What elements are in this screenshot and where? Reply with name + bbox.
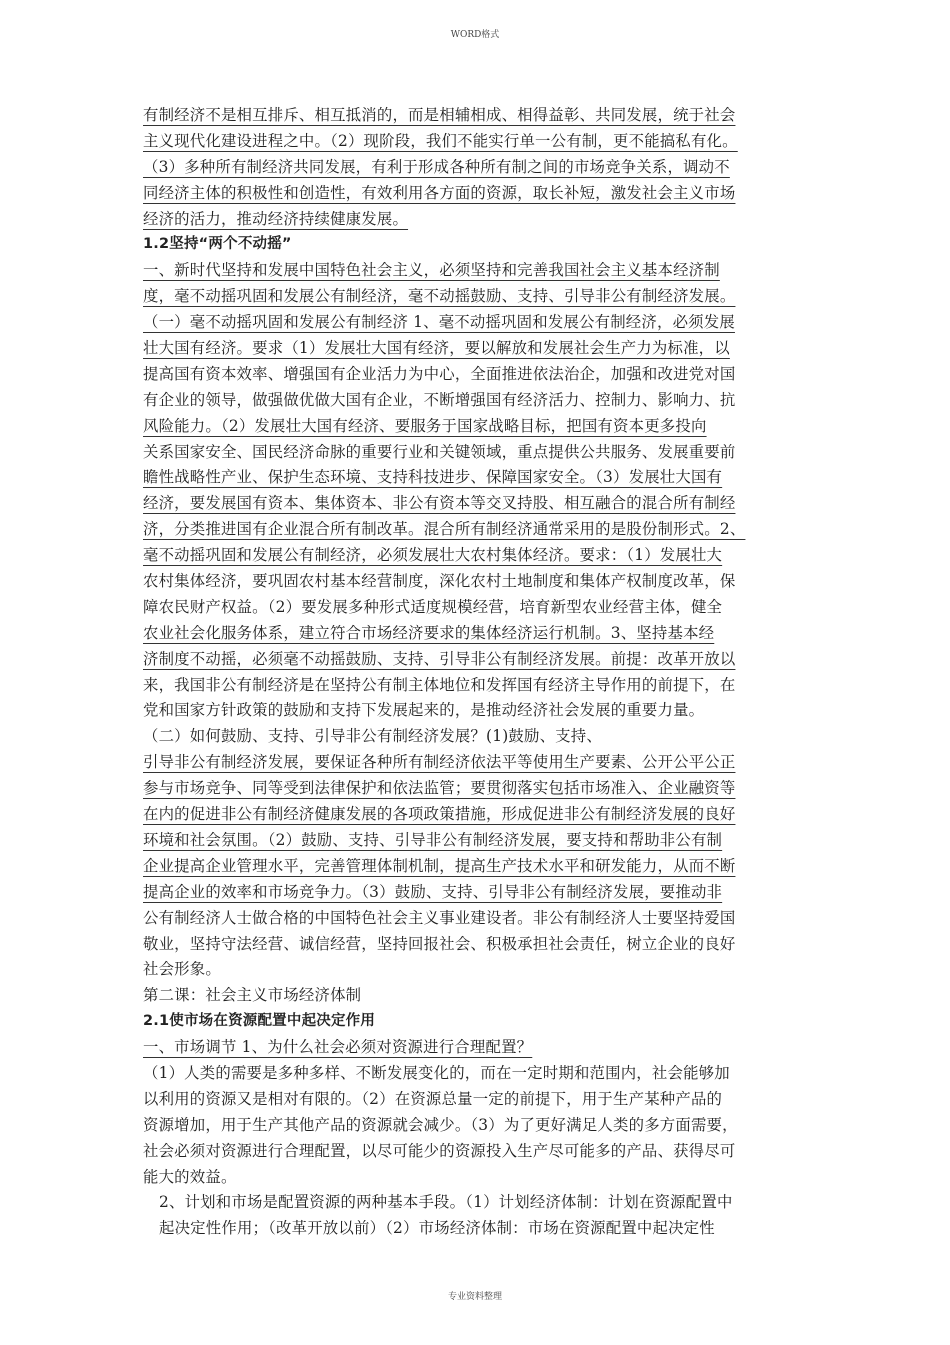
section-heading: 2.1使市场在资源配置中起决定作用 xyxy=(143,1013,376,1030)
text-line: 毫不动摇巩固和发展公有制经济，必须发展壮大农村集体经济。要求：（1）发展壮大 xyxy=(143,546,723,565)
text-line: 引导非公有制经济发展，要保证各种所有制经济依法平等使用生产要素、公开公平公正 xyxy=(143,753,736,772)
text-line: 壮大国有经济。要求（1）发展壮大国有经济，要以解放和发展社会生产力为标准，以 xyxy=(143,339,730,358)
page-header: WORD格式 xyxy=(450,30,500,40)
text-line: 瞻性战略性产业、保护生态环境、支持科技进步、保障国家安全。（3）发展壮大国有 xyxy=(143,468,723,487)
text-line: 提高国有资本效率、增强国有企业活力为中心，全面推进依法治企，加强和改进党对国 xyxy=(143,364,736,383)
chapter-heading: 第二课：社会主义市场经济体制 xyxy=(143,986,362,1005)
text-line: 社会必须对资源进行合理配置，以尽可能少的资源投入生产尽可能多的产品、获得尽可 xyxy=(143,1141,736,1160)
text-line: 农村集体经济，要巩固农村基本经营制度，深化农村土地制度和集体产权制度改革，保 xyxy=(143,572,736,591)
text-line: 主义现代化建设进程之中。（2）现阶段，我们不能实行单一公有制，更不能搞私有化。 xyxy=(143,131,738,150)
text-line: 起决定性作用；（改革开放以前）（2）市场经济体制：市场在资源配置中起决定性 xyxy=(159,1219,715,1238)
text-line: 资源增加，用于生产其他产品的资源就会减少。（3）为了更好满足人类的多方面需要， xyxy=(143,1115,738,1134)
text-line: 同经济主体的积极性和创造性，有效利用各方面的资源，取长补短，激发社会主义市场 xyxy=(143,183,736,202)
section-heading: 1.2坚持“两个不动摇” xyxy=(143,236,292,253)
text-line: 济制度不动摇，必须毫不动摇鼓励、支持、引导非公有制经济发展。前提：改革开放以 xyxy=(143,649,736,668)
text-line: 风险能力。（2）发展壮大国有经济、要服务于国家战略目标，把国有资本更多投向 xyxy=(143,416,707,435)
page-footer: 专业资料整理 xyxy=(447,1292,502,1302)
text-line: 党和国家方针政策的鼓励和支持下发展起来的，是推动经济社会发展的重要力量。 xyxy=(143,701,705,720)
text-line: （1）人类的需要是多种多样、不断发展变化的，而在一定时期和范围内，社会能够加 xyxy=(143,1063,730,1082)
text-line: 经济的活力，推动经济持续健康发展。 xyxy=(143,209,409,228)
text-line: 敬业，坚持守法经营、诚信经营，坚持回报社会、积极承担社会责任，树立企业的良好 xyxy=(143,934,736,953)
text-line: 公有制经济人士做合格的中国特色社会主义事业建设者。非公有制经济人士要坚持爱国 xyxy=(143,908,736,927)
text-line: 2、计划和市场是配置资源的两种基本手段。（1）计划经济体制：计划在资源配置中 xyxy=(159,1193,733,1212)
text-line: 社会形象。 xyxy=(143,960,221,979)
text-line: 有制经济不是相互排斥、相互抵消的，而是相辅相成、相得益彰、共同发展，统于社会 xyxy=(143,106,736,124)
text-line: 度，毫不动摇巩固和发展公有制经济，毫不动摇鼓励、支持、引导非公有制经济发展。 xyxy=(143,287,736,306)
text-line: （3）多种所有制经济共同发展，有利于形成各种所有制之间的市场竞争关系，调动不 xyxy=(143,157,730,176)
text-line: 能大的效益。 xyxy=(143,1167,237,1186)
text-line: 来，我国非公有制经济是在坚持公有制主体地位和发挥国有经济主导作用的前提下，在 xyxy=(143,675,736,694)
text-line: （一）毫不动摇巩固和发展公有制经济 1、毫不动摇巩固和发展公有制经济，必须发展 xyxy=(143,313,735,332)
text-line: 一、市场调节 1、为什么社会必须对资源进行合理配置？ xyxy=(143,1038,533,1057)
text-line: 企业提高企业管理水平，完善管理体制机制，提高生产技术水平和研发能力，从而不断 xyxy=(143,856,736,875)
text-line: 环境和社会氛围。（2）鼓励、支持、引导非公有制经济发展，要支持和帮助非公有制 xyxy=(143,830,723,849)
text-line: 关系国家安全、国民经济命脉的重要行业和关键领域，重点提供公共服务、发展重要前 xyxy=(143,442,736,461)
document-body xyxy=(143,103,813,1242)
text-line: 有企业的领导，做强做优做大国有企业，不断增强国有经济活力、控制力、影响力、抗 xyxy=(143,390,736,409)
text-line: 农业社会化服务体系，建立符合市场经济要求的集体经济运行机制。3、坚持基本经 xyxy=(143,623,715,642)
text-line: 提高企业的效率和市场竞争力。（3）鼓励、支持、引导非公有制经济发展，要推动非 xyxy=(143,882,723,901)
text-line: 一、新时代坚持和发展中国特色社会主义，必须坚持和完善我国社会主义基本经济制 xyxy=(143,261,720,280)
text-line: 以利用的资源又是相对有限的。（2）在资源总量一定的前提下，用于生产某种产品的 xyxy=(143,1089,723,1108)
text-line: 经济，要发展国有资本、集体资本、非公有资本等交叉持股、相互融合的混合所有制经 xyxy=(143,494,736,513)
text-line: 济，分类推进国有企业混合所有制改革。混合所有制经济通常采用的是股份制形式。2、 xyxy=(143,520,746,539)
text-line: 障农民财产权益。（2）要发展多种形式适度规模经营，培育新型农业经营主体，健全 xyxy=(143,597,723,616)
text-line: 在内的促进非公有制经济健康发展的各项政策措施，形成促进非公有制经济发展的良好 xyxy=(143,805,736,824)
text-line: 参与市场竞争、同等受到法律保护和依法监管；要贯彻落实包括市场准入、企业融资等 xyxy=(143,779,736,798)
text-line: （二）如何鼓励、支持、引导非公有制经济发展？(1)鼓励、支持、 xyxy=(143,727,602,746)
